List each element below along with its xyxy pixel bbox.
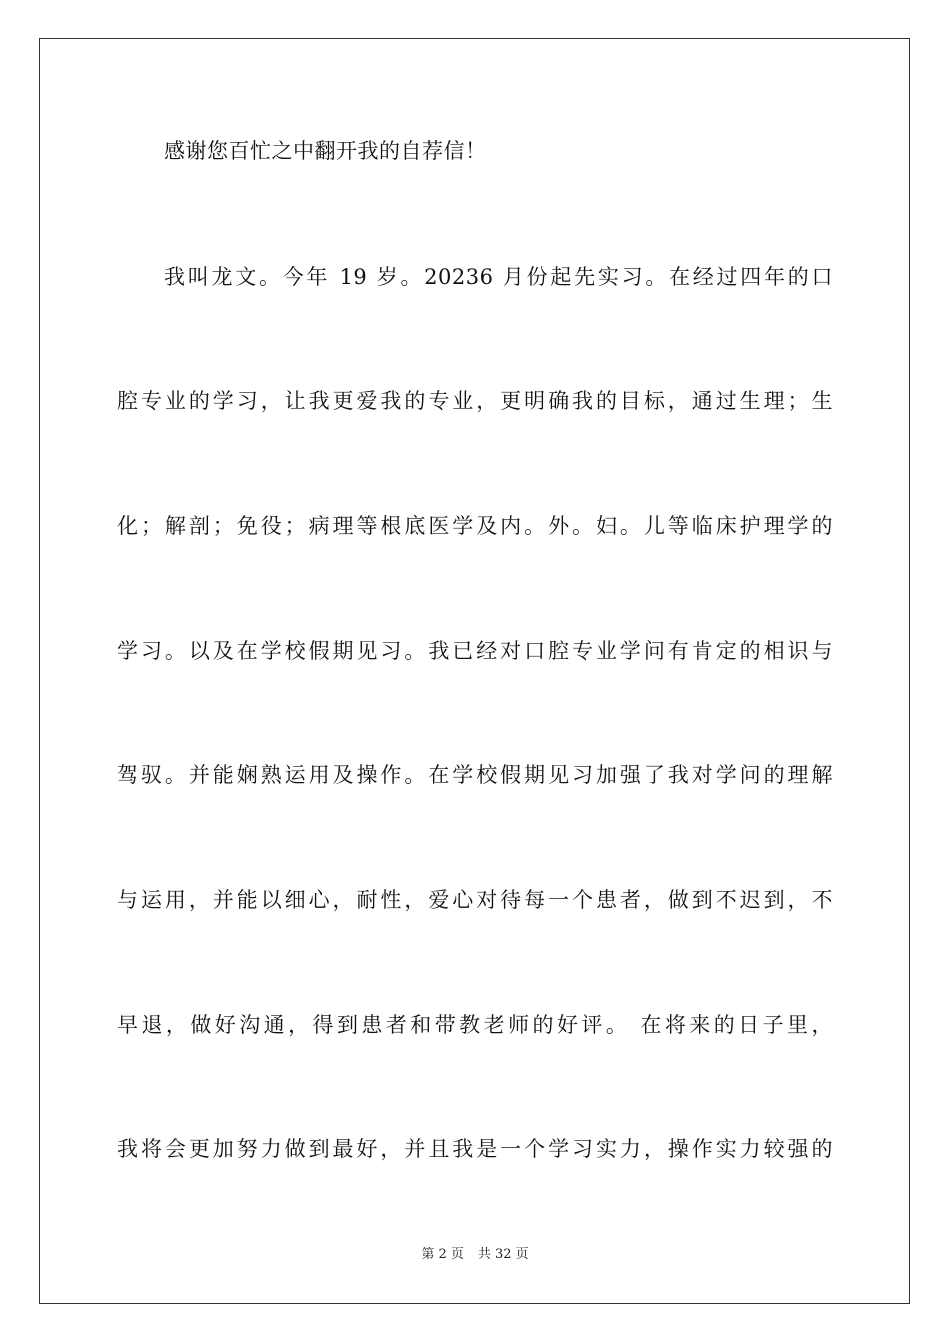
text-line-4: 学习。以及在学校假期见习。我已经对口腔专业学问有肯定的相识与 [117,639,833,663]
page-footer [0,1246,950,1264]
page-total: 共 32 页 [477,1247,529,1262]
text-line-1: 我叫龙文。今年 19 岁。20236 月份起先实习。在经过四年的口 [164,265,833,289]
text-line-3: 化；解剖；免役；病理等根底医学及内。外。妇。儿等临床护理学的 [117,514,833,538]
greeting-line: 感谢您百忙之中翻开我的自荐信！ [164,139,487,163]
page-number: 第 2 页 [421,1247,464,1262]
text-line-6: 与运用，并能以细心，耐性，爱心对待每一个患者，做到不迟到，不 [117,888,833,912]
text-line-7: 早退，做好沟通，得到患者和带教老师的好评。 在将来的日子里， [117,1013,833,1037]
page-border [39,38,910,1304]
text-line-2: 腔专业的学习，让我更爱我的专业，更明确我的目标，通过生理；生 [117,389,833,413]
text-line-8: 我将会更加努力做到最好，并且我是一个学习实力，操作实力较强的 [117,1137,833,1161]
text-line-5: 驾驭。并能娴熟运用及操作。在学校假期见习加强了我对学问的理解 [117,763,833,787]
